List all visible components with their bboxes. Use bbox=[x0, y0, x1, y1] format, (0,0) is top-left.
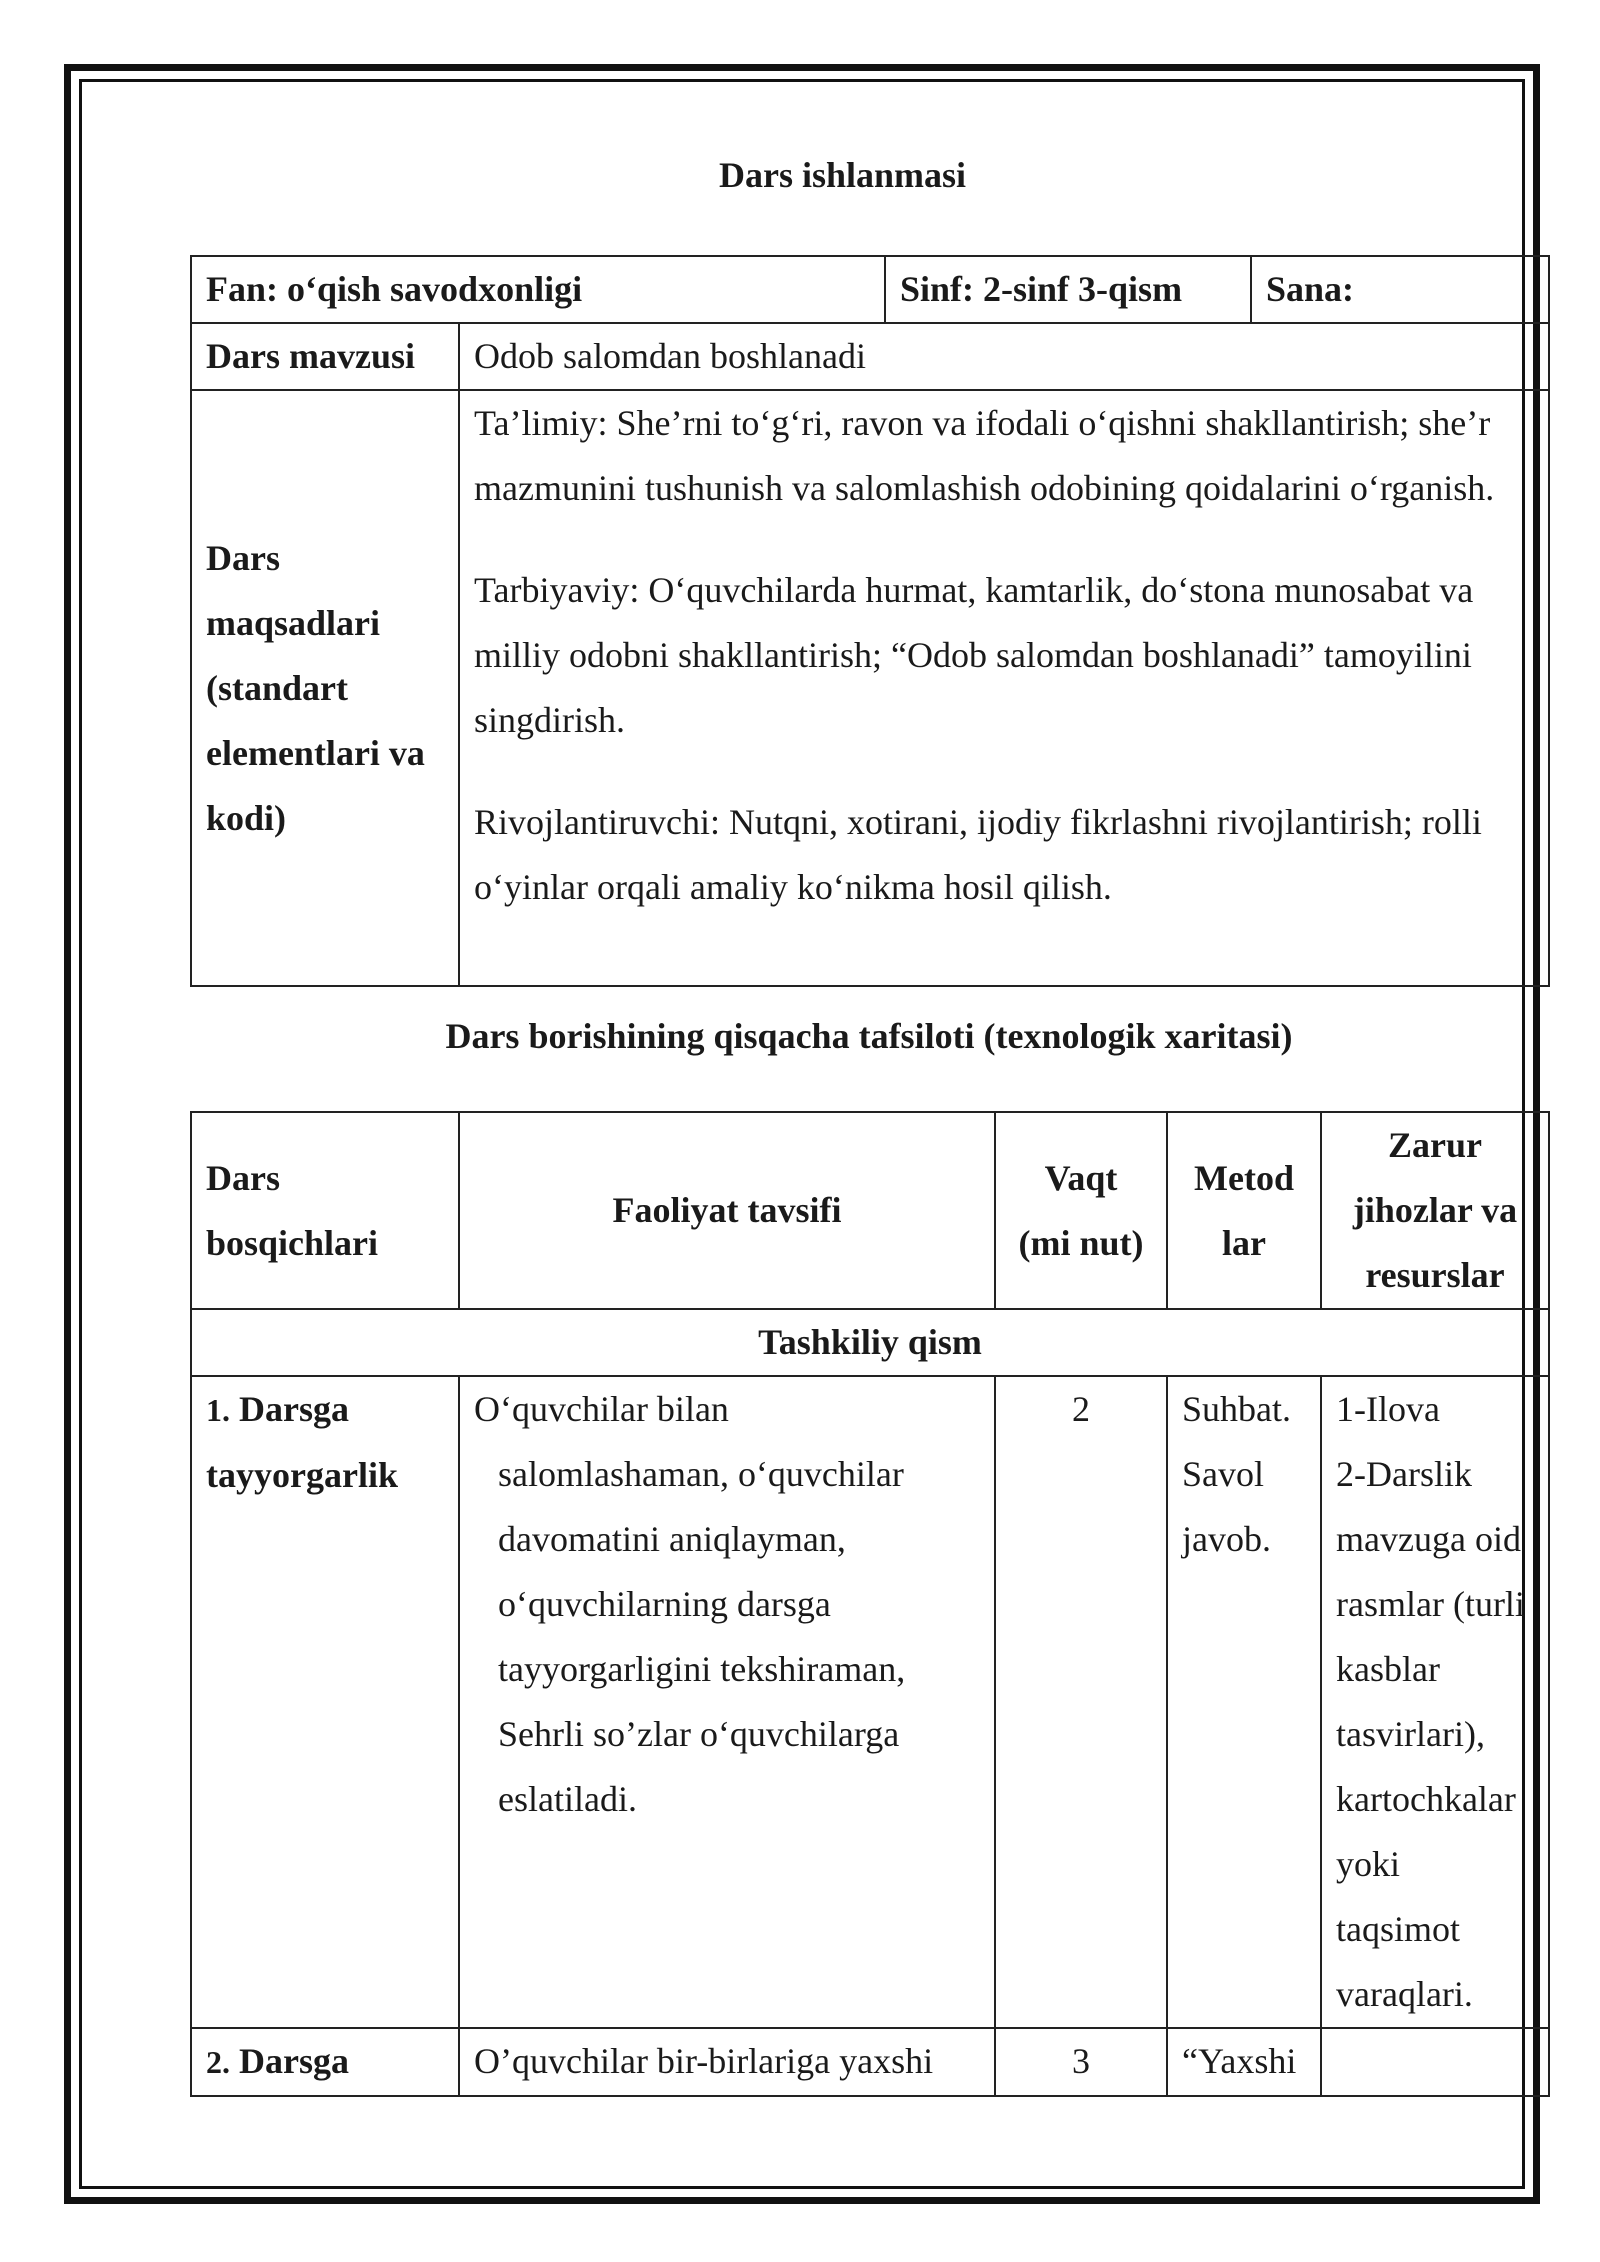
grade-cell: Sinf: 2-sinf 3-qism bbox=[885, 256, 1251, 323]
header-activity: Faoliyat tavsifi bbox=[459, 1112, 995, 1309]
plan-header-row bbox=[191, 1112, 1549, 1309]
plan-title: Dars borishining qisqacha tafsiloti (texnologik xaritasi) bbox=[445, 1016, 1293, 1056]
method-cell: Suhbat. Savol javob. bbox=[1167, 1376, 1321, 2028]
method-cell: “Yaxshi bbox=[1167, 2028, 1321, 2096]
info-row-header bbox=[191, 256, 1549, 323]
objectives-label: Dars maqsadlari (standart elementlari va kodi) bbox=[191, 390, 459, 986]
header-methods: Metod lar bbox=[1167, 1112, 1321, 1309]
time-cell: 2 bbox=[995, 1376, 1167, 2028]
lesson-info-table bbox=[190, 255, 1550, 987]
activity-cell: O’quvchilar bir-birlariga yaxshi bbox=[459, 2028, 995, 2096]
objective-educational: Ta’limiy: She’rni to‘g‘ri, ravon va ifodali o‘qishni shakllantirish; she’r mazmunini tushunish va salomlashish odobining qoidalarini o‘rganish. bbox=[474, 403, 1495, 508]
lesson-plan-table bbox=[190, 1111, 1550, 2097]
info-row-topic bbox=[191, 323, 1549, 390]
header-resources: Zarur jihozlar va resurslar bbox=[1321, 1112, 1549, 1309]
plan-section-row bbox=[191, 1309, 1549, 1376]
section-heading: Tashkiliy qism bbox=[191, 1309, 1549, 1376]
subject-cell: Fan: o‘qish savodxonligi bbox=[191, 256, 885, 323]
table-row bbox=[191, 1376, 1549, 2028]
document-title: Dars ishlanmasi bbox=[718, 155, 967, 195]
resources-cell bbox=[1321, 2028, 1549, 2096]
stage-cell: 1. Darsga tayyorgarlik bbox=[191, 1376, 459, 2028]
resources-cell: 1-Ilova 2-Darslik mavzuga oid rasmlar (turli kasblar tasvirlari), kartochkalar yoki taqsimot varaqlari. bbox=[1321, 1376, 1549, 2028]
objective-developmental: Rivojlantiruvchi: Nutqni, xotirani, ijodiy fikrlashni rivojlantirish; rolli o‘yinlar orqali amaliy ko‘nikma hosil qilish. bbox=[474, 802, 1482, 907]
objective-upbringing: Tarbiyaviy: O‘quvchilarda hurmat, kamtarlik, do‘stona munosabat va milliy odobni shakllantirish; “Odob salomdan boshlanadi” tamoyilini singdirish. bbox=[474, 570, 1474, 740]
header-stages: Dars bosqichlari bbox=[191, 1112, 459, 1309]
table-row bbox=[191, 2028, 1549, 2096]
topic-label: Dars mavzusi bbox=[191, 323, 459, 390]
date-cell: Sana: bbox=[1251, 256, 1549, 323]
objectives-content bbox=[459, 390, 1549, 986]
time-cell: 3 bbox=[995, 2028, 1167, 2096]
topic-value: Odob salomdan boshlanadi bbox=[459, 323, 1549, 390]
info-row-objectives bbox=[191, 390, 1549, 986]
stage-cell: 2. Darsga bbox=[191, 2028, 459, 2096]
activity-cell: O‘quvchilar bilan salomlashaman, o‘quvchilar davomatini aniqlayman, o‘quvchilarning darsga tayyorgarligini tekshiraman, Sehrli so’zlar o‘quvchilarga eslatiladi. bbox=[459, 1376, 995, 2028]
header-time: Vaqt (mi nut) bbox=[995, 1112, 1167, 1309]
